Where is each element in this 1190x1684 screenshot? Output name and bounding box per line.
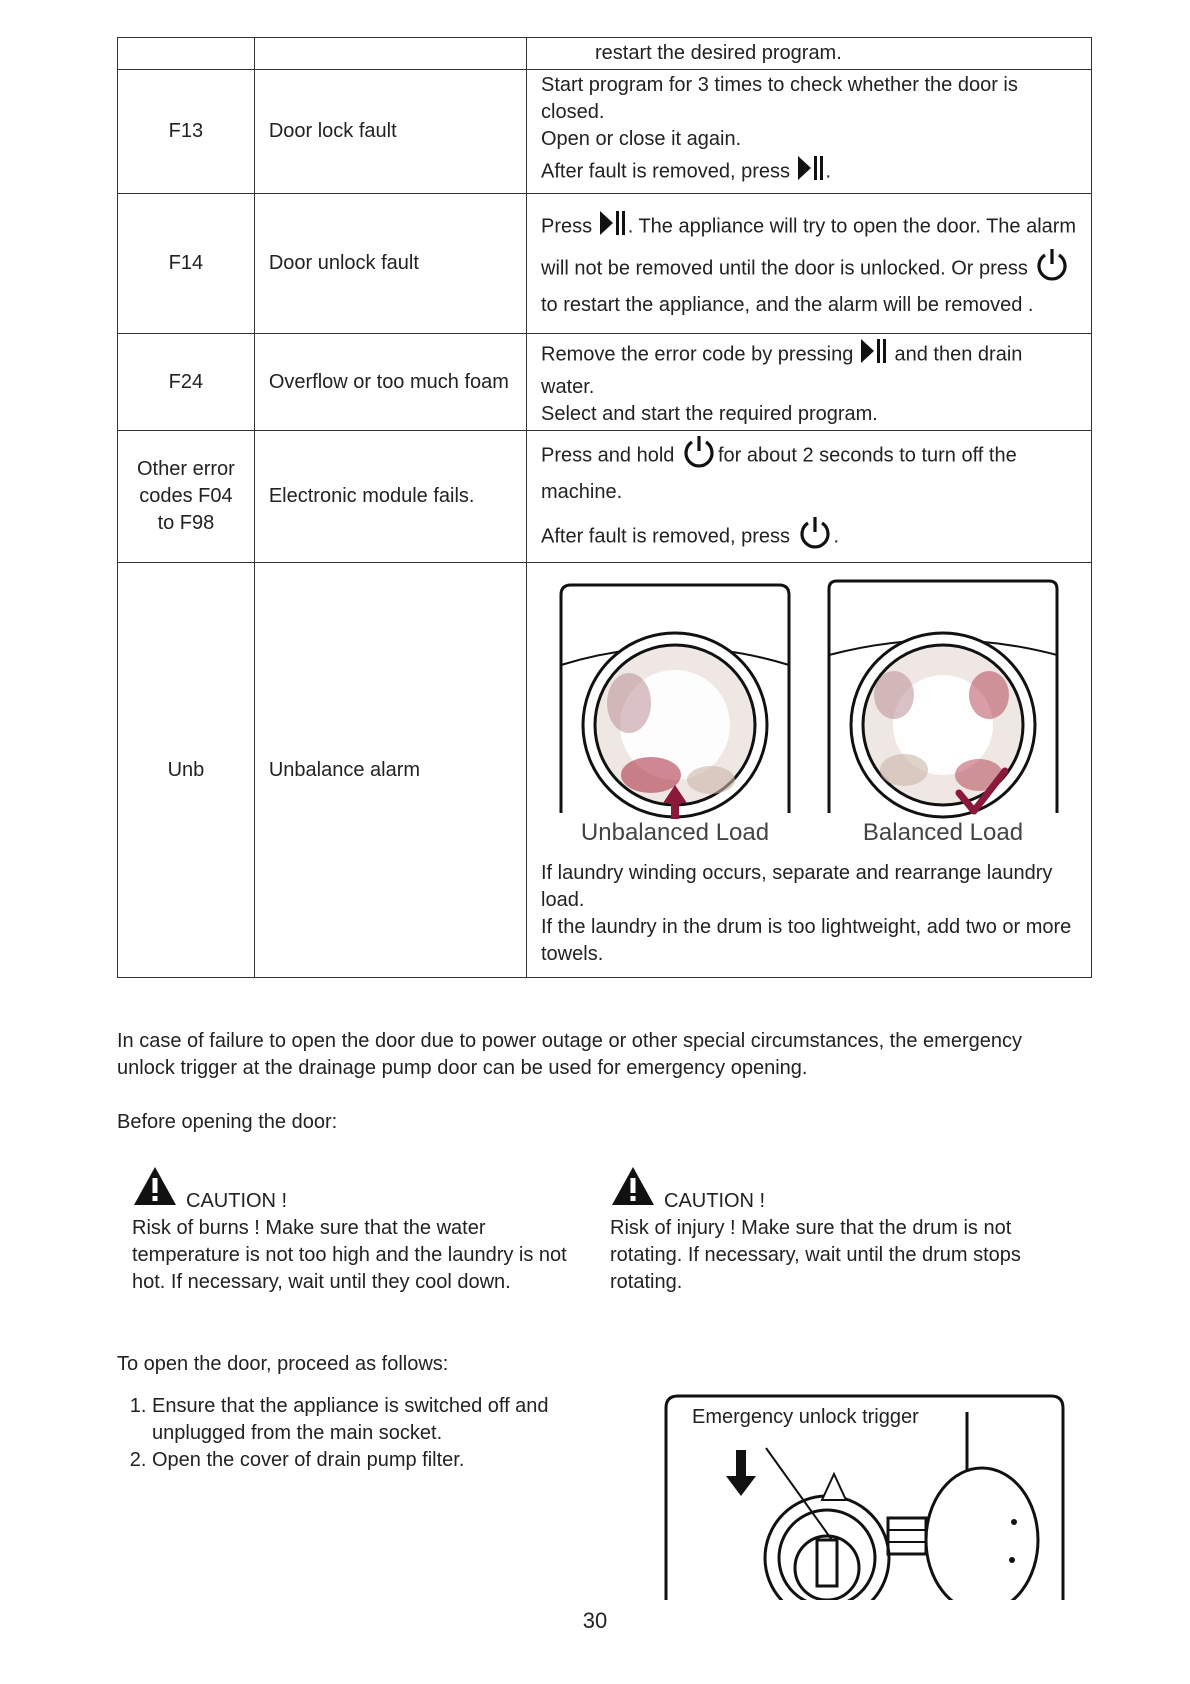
play-pause-icon: [796, 153, 826, 191]
power-icon: [680, 433, 718, 479]
code-cell: [118, 38, 255, 70]
caution-text: Risk of burns ! Make sure that the water temperature is not too high and the laundry is not hot. If necessary, wait until they cool down.: [132, 1217, 567, 1293]
caution-text: Risk of injury ! Make sure that the drum is not rotating. If necessary, wait until the drum stops rotating.: [610, 1217, 1021, 1293]
caution-burns: [132, 1165, 592, 1296]
table-row: [118, 70, 1092, 194]
solution-text: .: [825, 160, 832, 183]
figure-label: Emergency unlock trigger: [692, 1406, 919, 1428]
code-cell: F13: [118, 70, 255, 194]
caution-title: CAUTION !: [186, 1190, 288, 1212]
power-icon: [1033, 246, 1071, 292]
warning-icon: [610, 1165, 656, 1215]
arrow-down-icon: [726, 1450, 756, 1496]
power-icon: [796, 514, 834, 560]
play-pause-icon: [859, 336, 889, 374]
table-row: [118, 194, 1092, 334]
solution-cell: [527, 334, 1092, 431]
solution-text: Start program for 3 times to check whether the door is closed.: [541, 74, 1018, 123]
caution-injury: [610, 1165, 1070, 1296]
warning-icon: [132, 1165, 178, 1215]
solution-text: If the laundry in the drum is too lightweight, add two or more towels.: [541, 916, 1072, 965]
description-cell: [254, 38, 526, 70]
solution-text: Open or close it again.: [541, 128, 742, 150]
balanced-load-figure: [809, 575, 1077, 850]
caution-title: CAUTION !: [664, 1190, 766, 1212]
solution-text: for about 2 seconds to turn off the machine.: [541, 444, 1017, 503]
description-cell: Overflow or too much foam: [254, 334, 526, 431]
code-cell: F14: [118, 194, 255, 334]
before-opening-text: Before opening the door:: [117, 1111, 338, 1133]
code-cell: Unb: [118, 563, 255, 978]
solution-text: to restart the appliance, and the alarm will be removed .: [541, 294, 1034, 316]
emergency-paragraph: In case of failure to open the door due to power outage or other special circumstances, the emergency unlock trigger at the drainage pump door can be used for emergency opening.: [117, 1030, 1022, 1079]
emergency-unlock-figure: [662, 1390, 1067, 1600]
solution-text: .: [833, 525, 840, 548]
solution-text: press: [979, 257, 1028, 280]
solution-text: Select and start the required program.: [541, 403, 878, 425]
table-row: [118, 334, 1092, 431]
fault-table: [117, 37, 1092, 978]
description-cell: Door lock fault: [254, 70, 526, 194]
table-row: [118, 563, 1092, 978]
list-item: 2. Open the cover of drain pump filter.: [152, 1447, 622, 1474]
load-illustrations: [541, 569, 1077, 850]
solution-cell: [527, 563, 1092, 978]
code-cell: F24: [118, 334, 255, 431]
solution-text: After fault is removed, press: [541, 525, 790, 548]
description-cell: Door unlock fault: [254, 194, 526, 334]
table-row: [118, 431, 1092, 563]
figure-caption: Balanced Load: [862, 819, 1024, 846]
solution-text: Press: [541, 215, 593, 238]
solution-cell: [527, 194, 1092, 334]
figure-caption: Unbalanced Load: [580, 819, 770, 846]
description-cell: Unbalance alarm: [254, 563, 526, 978]
solution-text: Press and hold: [541, 444, 675, 467]
procedure-intro: To open the door, proceed as follows:: [117, 1353, 449, 1375]
play-pause-icon: [598, 208, 628, 246]
solution-text: and then drain water.: [541, 343, 1023, 398]
procedure-steps: [130, 1393, 622, 1474]
solution-text: Remove the error code by pressing: [541, 343, 854, 366]
page-number: 30: [582, 1608, 608, 1633]
solution-cell: [527, 431, 1092, 563]
table-row: [118, 38, 1092, 70]
solution-text: restart the desired program.: [595, 42, 842, 64]
unbalanced-load-figure: [541, 575, 809, 850]
solution-text: If laundry winding occurs, separate and rearrange laundry load.: [541, 862, 1053, 911]
solution-text: After fault is removed, press: [541, 160, 790, 183]
description-cell: Electronic module fails.: [254, 431, 526, 563]
solution-cell: [527, 70, 1092, 194]
list-item: 1. Ensure that the appliance is switched off and unplugged from the main socket.: [152, 1393, 622, 1447]
code-cell: Other error codes F04 to F98: [118, 431, 255, 563]
solution-text: . The appliance will try to open the door. The alarm will not be removed until the door is unlocked. Or: [541, 215, 1077, 280]
solution-cell: [527, 38, 1092, 70]
